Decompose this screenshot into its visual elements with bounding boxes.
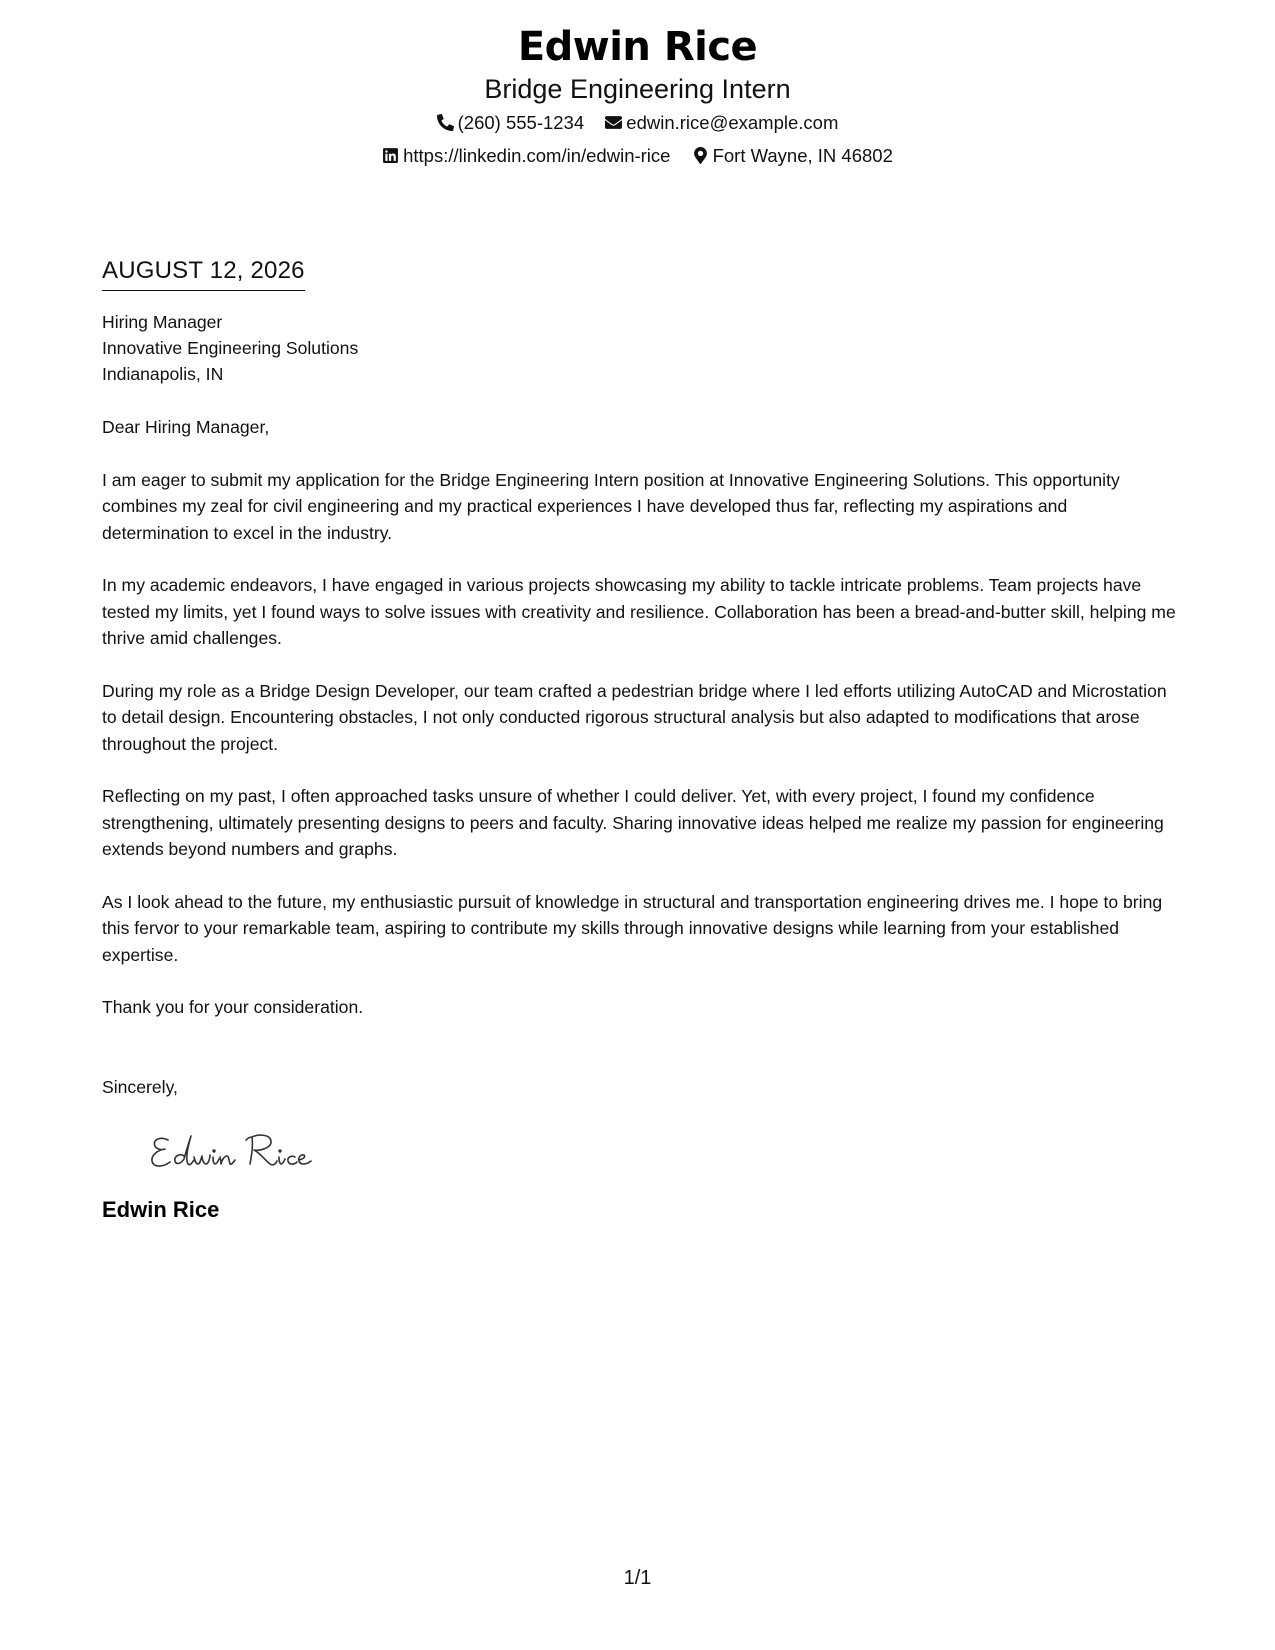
recipient-block (102, 309, 1177, 387)
envelope-icon (605, 114, 622, 131)
signature-drawing (146, 1126, 326, 1176)
contact-row-2 (0, 139, 1275, 172)
contact-phone (437, 107, 585, 139)
phone-icon (437, 114, 454, 131)
location-text: Fort Wayne, IN 46802 (712, 145, 893, 167)
body-paragraph: As I look ahead to the future, my enthusiastic pursuit of knowledge in structural and transportation engineering drives me. I hope to bring this fervor to your remarkable team, aspiring to contribute my skills through innovative designs while learning from your established expertise. (102, 891, 1163, 965)
salutation: Dear Hiring Manager, (102, 417, 270, 437)
recipient-line: Innovative Engineering Solutions (102, 338, 359, 358)
handwritten-signature (146, 1126, 326, 1176)
body-paragraph: During my role as a Bridge Design Developer, our team crafted a pedestrian bridge where I led efforts utilizing AutoCAD and Microstation to detail design. Encountering obstacles, I not only conducted rigorous structural analysis but also adapted to modifications that arose throughout the project. (102, 680, 1167, 754)
closing: Sincerely, (102, 1076, 178, 1097)
map-marker-icon (692, 147, 709, 164)
body-paragraph: Reflecting on my past, I often approached tasks unsure of whether I could deliver. Yet, with every project, I found my confidence strengthening, ultimately presenting designs to peers and faculty. Sharing innovative ideas helped me realize my passion for engineering extends beyond numbers and graphs. (102, 786, 1164, 859)
letter-body (102, 255, 1177, 1224)
letter-date: AUGUST 12, 2026 (102, 255, 305, 291)
contact-location (692, 140, 893, 172)
linkedin-text: https://linkedin.com/in/edwin-rice (403, 145, 671, 167)
body-paragraph: In my academic endeavors, I have engaged in various projects showcasing my ability to tackle intricate problems. Team projects have tested my limits, yet I found ways to solve issues with creativity and resilience. Collaboration has been a bread-and-butter skill, helping me thrive amid challenges. (102, 575, 1176, 648)
phone-text: (260) 555-1234 (457, 112, 585, 134)
recipient-line: Hiring Manager (102, 312, 223, 332)
body-paragraph: Thank you for your consideration. (102, 997, 364, 1017)
email-text: edwin.rice@example.com (626, 112, 839, 134)
linkedin-icon (382, 147, 399, 164)
contact-email[interactable] (605, 107, 838, 139)
applicant-title: Bridge Engineering Intern (484, 74, 791, 104)
recipient-line: Indianapolis, IN (102, 364, 224, 384)
applicant-name: Edwin Rice (517, 24, 758, 70)
letter-header (0, 22, 1275, 172)
contact-linkedin[interactable] (382, 140, 670, 172)
signer-name: Edwin Rice (102, 1197, 220, 1222)
page-number: 1/1 (623, 1567, 652, 1589)
contact-row-1 (0, 106, 1275, 139)
body-paragraph: I am eager to submit my application for the Bridge Engineering Intern position at Innovative Engineering Solutions. This opportunity combines my zeal for civil engineering and my practical experiences I have developed thus far, reflecting my aspirations and determination to excel in the industry. (102, 469, 1120, 543)
